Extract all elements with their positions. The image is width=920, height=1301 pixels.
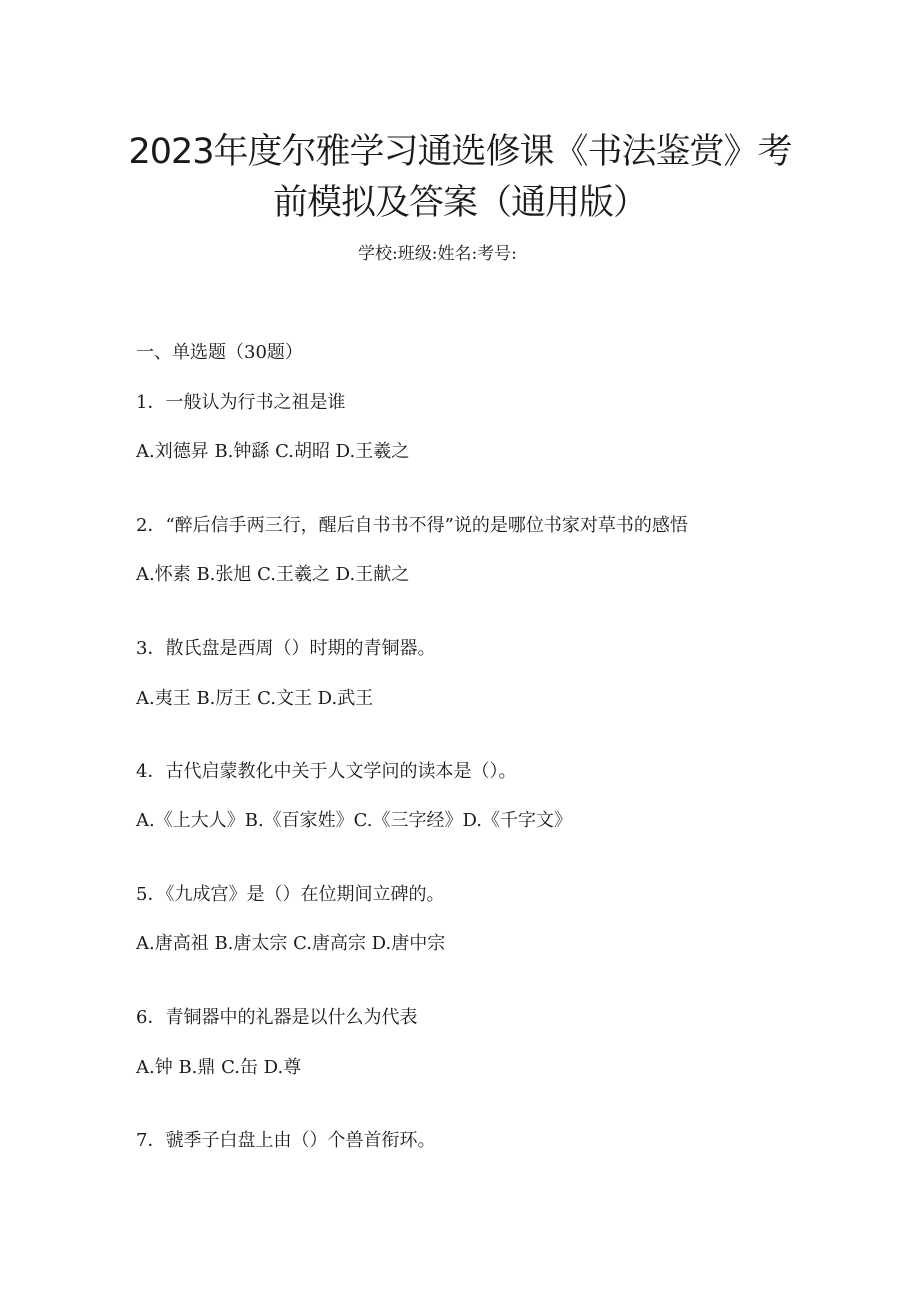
question-2-stem: 2．“醉后信手两三行，醒后自书书不得”说的是哪位书家对草书的感悟 xyxy=(136,515,688,536)
question-1-options: A.刘德昇 B.钟繇 C.胡昭 D.王羲之 xyxy=(136,441,410,462)
student-info-line: 学校:班级:姓名:考号: xyxy=(358,244,517,264)
question-6-stem: 6．青铜器中的礼器是以什么为代表 xyxy=(136,1007,418,1028)
question-2-options: A.怀素 B.张旭 C.王羲之 D.王献之 xyxy=(136,564,410,585)
question-1-stem: 1．一般认为行书之祖是谁 xyxy=(136,392,346,413)
document-title-line-2: 前模拟及答案（通用版） xyxy=(272,183,647,223)
section-heading: 一、单选题（30题） xyxy=(136,342,303,363)
question-4-options: A.《上大人》B.《百家姓》C.《三字经》D.《千字文》 xyxy=(136,810,573,831)
question-3-options: A.夷王 B.厉王 C.文王 D.武王 xyxy=(136,688,374,709)
question-4-stem: 4．古代启蒙教化中关于人文学问的读本是（）。 xyxy=(136,761,517,782)
question-6-options: A.钟 B.鼎 C.缶 D.尊 xyxy=(136,1057,302,1078)
question-5-options: A.唐高祖 B.唐太宗 C.唐高宗 D.唐中宗 xyxy=(136,933,446,954)
question-7-stem: 7．虢季子白盘上由（）个兽首衔环。 xyxy=(136,1130,436,1151)
question-5-stem: 5．《九成宫》是（）在位期间立碑的。 xyxy=(136,884,445,905)
question-3-stem: 3．散氏盘是西周（）时期的青铜器。 xyxy=(136,638,436,659)
document-title-line-1: 2023年度尔雅学习通选修课《书法鉴赏》考 xyxy=(128,132,792,172)
